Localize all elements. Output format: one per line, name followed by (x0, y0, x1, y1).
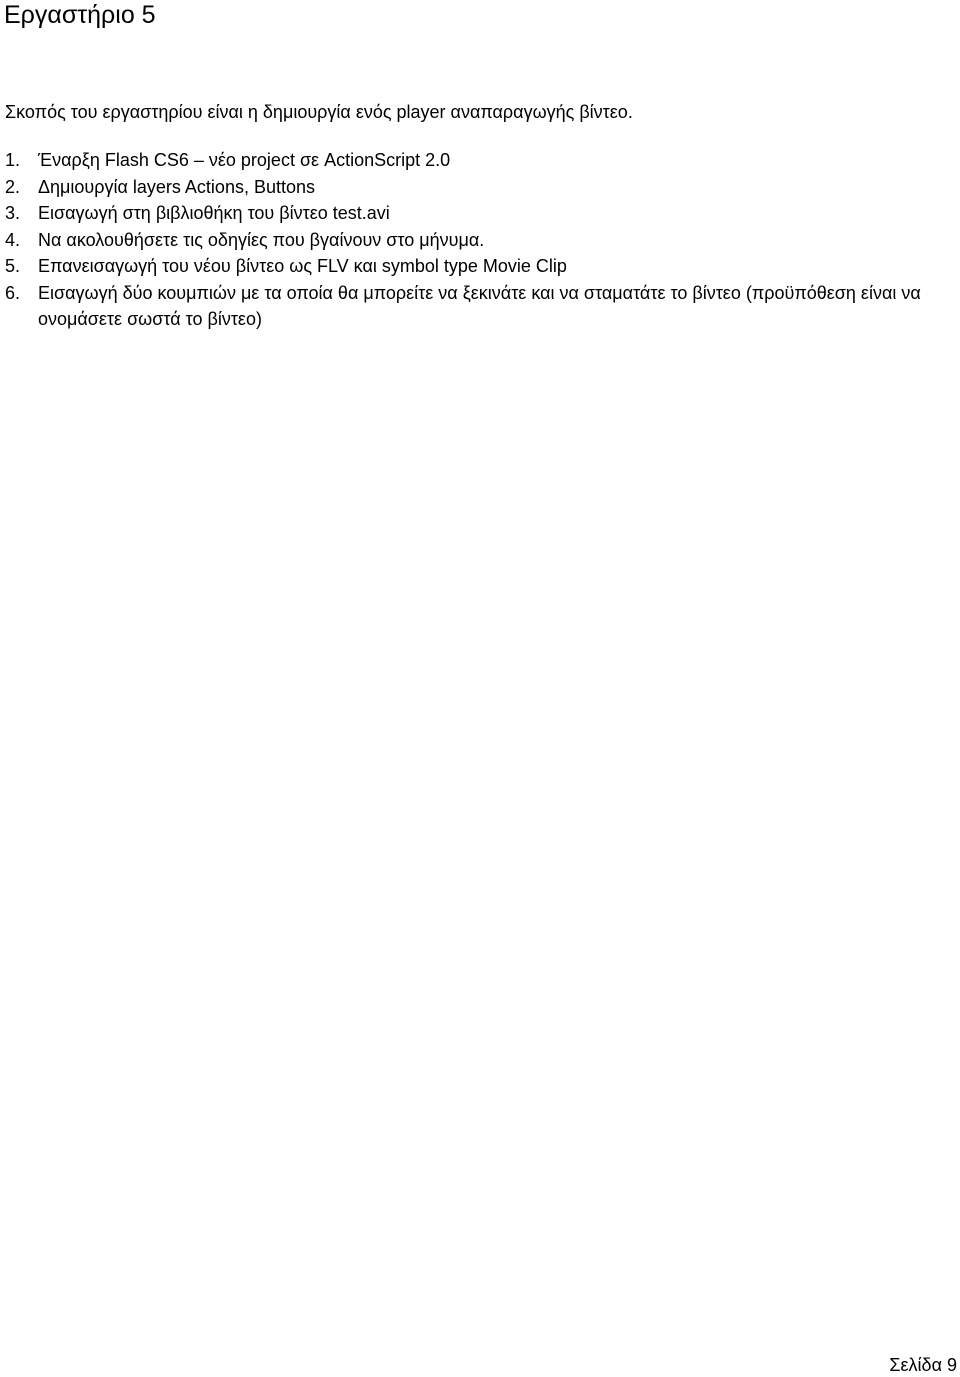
list-item-number: 1. (5, 150, 21, 170)
list-item (5, 227, 945, 254)
list-item-number: 5. (5, 256, 21, 276)
list-item-number: 6. (5, 282, 21, 303)
list-item-text: Να ακολουθήσετε τις οδηγίες που βγαίνουν στο μήνυμα. (38, 229, 485, 250)
intro-paragraph: Σκοπός του εργαστηρίου είναι η δημιουργία ενός player αναπαραγωγής βίντεο. (5, 102, 633, 122)
list-item-text: Έναρξη Flash CS6 – νέο project σε ActionScript 2.0 (38, 150, 451, 170)
list-item-text: Δημιουργία layers Actions, Buttons (38, 176, 315, 197)
list-item-number: 3. (5, 203, 21, 223)
list-item-number: 4. (5, 229, 21, 250)
list-item-text: Εισαγωγή στη βιβλιοθήκη του βίντεο test.avi (38, 203, 390, 223)
list-item-text: Εισαγωγή δύο κουμπιών με τα οποία θα μπορείτε να ξεκινάτε και να σταματάτε το βίντεο (προϋπόθεση είναι να ονομάσετε σωστά το βίντεο) (38, 282, 921, 329)
page-title: Εργαστήριο 5 (4, 1, 156, 29)
list-item-text: Επανεισαγωγή του νέου βίντεο ως FLV και symbol type Movie Clip (38, 256, 567, 276)
list-item (5, 174, 945, 201)
list-item (5, 253, 945, 280)
steps-list (5, 147, 945, 333)
list-item (5, 200, 945, 227)
list-item-number: 2. (5, 176, 21, 197)
list-item (5, 147, 945, 174)
list-item (5, 280, 945, 333)
page-number-footer: Σελίδα 9 (889, 1355, 957, 1375)
